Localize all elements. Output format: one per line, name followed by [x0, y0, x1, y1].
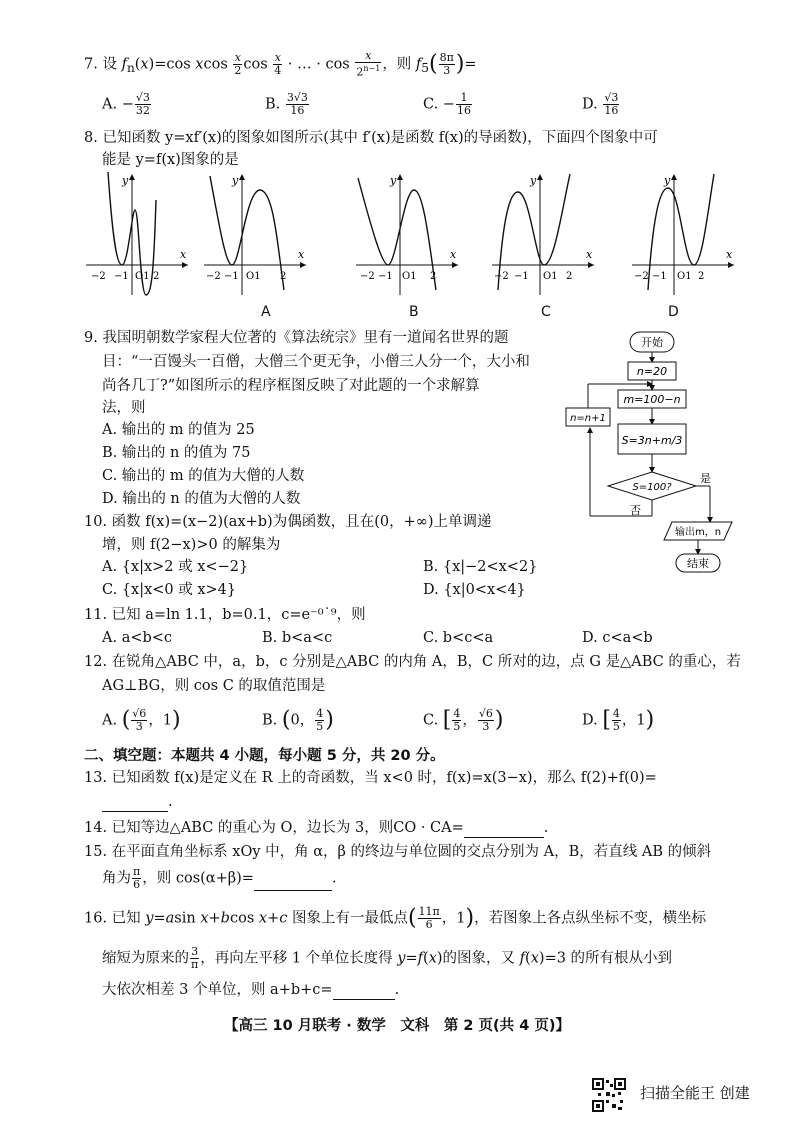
svg-text:−2: −2: [206, 271, 221, 282]
flow-yes-label: 是: [700, 472, 711, 485]
q9-option-a: A. 输出的 m 的值为 25: [102, 422, 255, 438]
q10-line2: 增，则 f(2−x)>0 的解集为: [102, 537, 281, 553]
section-fill-in-title: 二、填空题：本题共 4 小题，每小题 5 分，共 20 分。: [84, 748, 445, 764]
svg-text:−1: −1: [652, 271, 667, 282]
q9-option-d: D. 输出的 n 的值为大僧的人数: [102, 491, 301, 507]
q12-line1: 12. 在锐角△ABC 中，a，b，c 分别是△ABC 的内角 A，B，C 所对的边，点 G 是△ABC 的重心，若: [84, 654, 741, 670]
q12-option-a: A. ( $\frac{√6}{3}$ ，1): [102, 707, 181, 733]
svg-text:y: y: [232, 174, 239, 187]
svg-text:x: x: [586, 248, 593, 261]
q8-line1: 8. 已知函数 y=xf′(x)的图象如图所示(其中 f′(x)是函数 f(x)的导函数)，下面四个图象中可: [84, 130, 658, 146]
q8-label-b: B: [409, 304, 419, 320]
flow-no-label: 否: [630, 504, 641, 517]
q9-line4: 法，则: [102, 400, 146, 416]
svg-text:−2: −2: [494, 271, 509, 282]
q8-label-c: C: [541, 304, 551, 320]
flow-end-text: 结束: [687, 557, 709, 570]
flow-init-text: n=20: [636, 365, 668, 378]
svg-text:−2: −2: [634, 271, 649, 282]
q11-option-a: A. a<b<c: [102, 630, 173, 646]
q10-line1: 10. 函数 f(x)=(x−2)(ax+b)为偶函数，且在(0，+∞)上单调递: [84, 514, 492, 530]
svg-text:y: y: [664, 174, 671, 187]
q7-option-b: B. $\frac{3√3}{16}$: [265, 91, 308, 117]
flow-step-m-text: m=100−n: [623, 393, 681, 406]
svg-text:O1: O1: [543, 271, 558, 282]
q9-option-b: B. 输出的 n 的值为 75: [102, 445, 251, 461]
q13-line1: 13. 已知函数 f(x)是定义在 R 上的奇函数，当 x<0 时，f(x)=x(3−x)，那么 f(2)+f(0)=: [84, 770, 657, 786]
q10-option-d: D. {x|0<x<4}: [423, 582, 526, 598]
svg-text:y: y: [390, 174, 397, 187]
q9-flowchart: [560, 326, 740, 576]
q8-label-a: A: [261, 304, 271, 320]
svg-text:x: x: [726, 248, 733, 261]
q13-line2: .: [102, 792, 173, 812]
svg-text:−1: −1: [224, 271, 239, 282]
q11-option-d: D. c<a<b: [582, 630, 653, 646]
q16-line2: 缩短为原来的 $\frac{3}{\pi}$ ，再向左平移 1 个单位长度得 y=f(x)的图象，又 f(x)=3 的所有根从小到: [102, 945, 673, 971]
svg-text:−2: −2: [91, 271, 106, 282]
q15-line2: 角为 $\frac{\pi}{6}$ ，则 cos(α+β)= .: [102, 865, 337, 891]
svg-text:2: 2: [430, 271, 437, 282]
svg-text:O1: O1: [246, 271, 261, 282]
q11-option-c: C. b<c<a: [423, 630, 494, 646]
q12-option-b: B. (0， $\frac{4}{5}$ ): [262, 707, 334, 733]
q8-graph-a: [200, 170, 310, 300]
svg-text:y: y: [122, 174, 129, 187]
svg-text:x: x: [450, 248, 457, 261]
q9-option-c: C. 输出的 m 的值为大僧的人数: [102, 468, 305, 484]
flow-start-text: 开始: [641, 336, 663, 349]
svg-text:2: 2: [698, 271, 705, 282]
q11-stem: 11. 已知 a=ln 1.1，b=0.1，c=e⁻⁰˙⁹，则: [84, 607, 366, 623]
qr-code-icon: [592, 1078, 626, 1112]
flow-increment-text: n=n+1: [570, 413, 606, 424]
q7-option-a: A. − $\frac{√3}{32}$: [102, 91, 150, 117]
svg-text:y: y: [530, 174, 537, 187]
q8-graph-c: [488, 170, 598, 300]
flow-decision-text: S=100?: [632, 482, 672, 493]
svg-text:2: 2: [566, 271, 573, 282]
svg-text:−2: −2: [360, 271, 375, 282]
q12-option-d: D. [ $\frac{4}{5}$ ，1): [582, 707, 655, 733]
flow-step-s-text: S=3n+m/3: [621, 434, 683, 447]
q8-graph-b: [352, 170, 462, 300]
scanner-watermark: 扫描全能王 创建: [640, 1084, 750, 1102]
svg-text:2: 2: [153, 271, 160, 282]
svg-text:−1: −1: [378, 271, 393, 282]
svg-text:x: x: [180, 248, 187, 261]
q9-line1: 9. 我国明朝数学家程大位著的《算法统宗》里有一道闻名世界的题: [84, 330, 509, 346]
q7-stem: 7. 设 $f_n(x)=\cos$ xcos $\frac{x}{2}$ cos $\frac{x}{4}$ · … · cos $\frac{x}{2^{n-1}}$ ，则 $f_5$( $\frac{8\pi}{3}$ )=: [84, 49, 477, 79]
q11-option-b: B. b<a<c: [262, 630, 333, 646]
q16-line3: 大依次相差 3 个单位，则 a+b+c= .: [102, 982, 400, 998]
q9-line2: 目：“一百馒头一百僧，大僧三个更无争，小僧三人分一个，大小和: [102, 354, 530, 370]
q8-label-d: D: [668, 304, 679, 320]
q12-line2: AG⊥BG，则 cos C 的取值范围是: [102, 678, 326, 694]
svg-text:−1: −1: [514, 271, 529, 282]
q10-option-a: A. {x|x>2 或 x<−2}: [102, 559, 249, 575]
q14-stem: 14. 已知等边△ABC 的重心为 O，边长为 3，则CO · CA= .: [84, 820, 549, 836]
q12-option-c: C. [ $\frac{4}{5}$ ， $\frac{√6}{3}$ ): [423, 707, 504, 733]
flow-output-text: 输出m，n: [674, 527, 722, 538]
svg-text:−1: −1: [114, 271, 129, 282]
q9-line3: 尚各几丁?”如图所示的程序框图反映了对此题的一个求解算: [102, 378, 480, 394]
q7-option-c: C. − $\frac{1}{16}$: [423, 91, 471, 117]
q8-line2: 能是 y=f(x)图象的是: [102, 152, 239, 168]
svg-text:2: 2: [280, 271, 287, 282]
q15-line1: 15. 在平面直角坐标系 xOy 中，角 α，β 的终边与单位圆的交点分别为 A，B，若直线 AB 的倾斜: [84, 844, 712, 860]
page-footer: 【高三 10 月联考 · 数学 文科 第 2 页(共 4 页)】: [223, 1018, 570, 1034]
q7-option-d: D. $\frac{√3}{16}$: [582, 91, 619, 117]
q10-option-b: B. {x|−2<x<2}: [423, 559, 538, 575]
q8-graph-d: [628, 170, 738, 300]
q10-option-c: C. {x|x<0 或 x>4}: [102, 582, 237, 598]
svg-text:O1: O1: [135, 271, 150, 282]
svg-text:O1: O1: [677, 271, 692, 282]
q8-given-graph: [82, 170, 192, 300]
svg-text:x: x: [298, 248, 305, 261]
svg-text:O1: O1: [402, 271, 417, 282]
q16-line1: 16. 已知 y=asin x+bcos x+c 图象上有一最低点( $\frac{11\pi}{6}$ ，1)，若图象上各点纵坐标不变，横坐标: [84, 905, 707, 931]
